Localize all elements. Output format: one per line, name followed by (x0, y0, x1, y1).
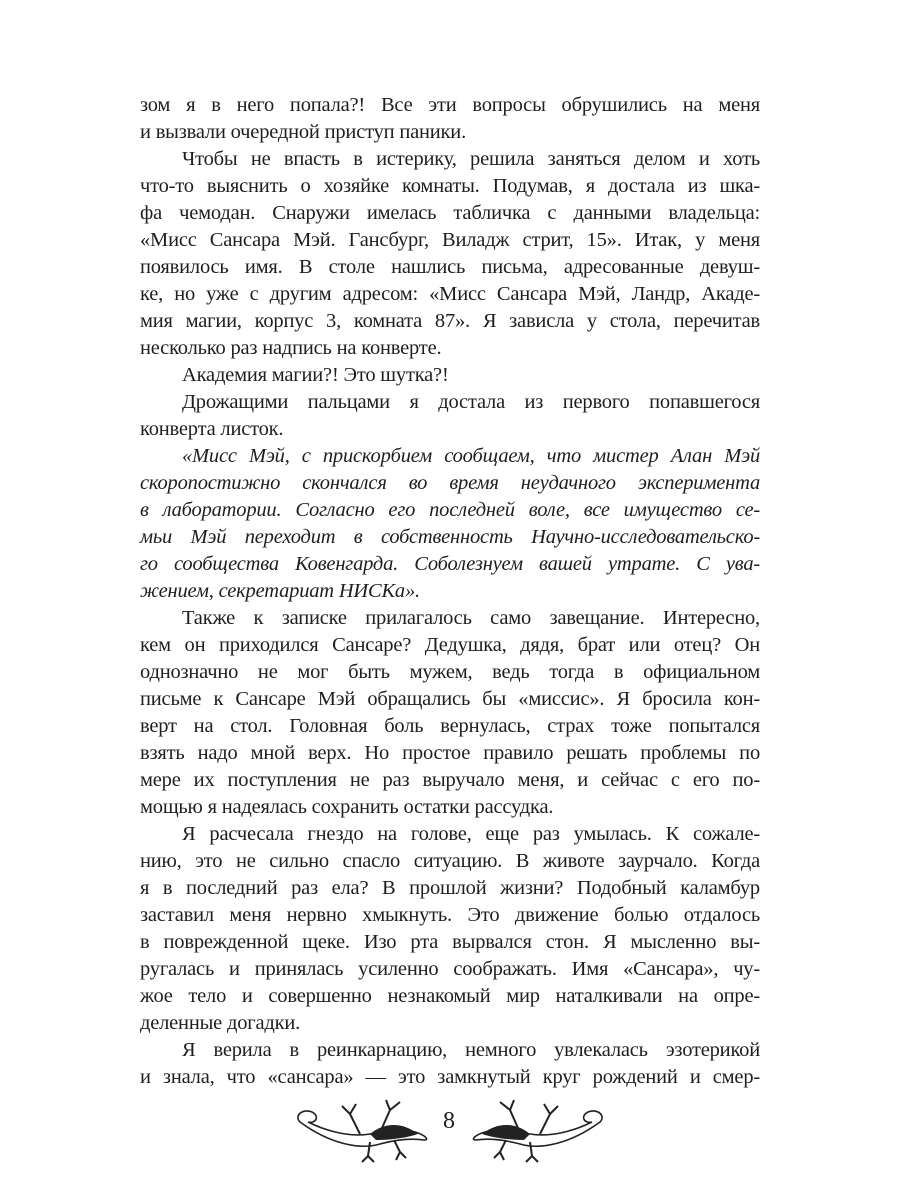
page-number: 8 (443, 1108, 455, 1134)
text-line: зом я в него попала?! Все эти вопросы обрушились на меня (140, 94, 760, 116)
quoted-letter-line: жением, секретариат НИСКа». (140, 580, 420, 602)
quoted-letter-line: го сообщества Ковенгарда. Соболезнуем вашей утрате. С ува- (140, 553, 760, 575)
text-line: и вызвали очередной приступ паники. (140, 121, 467, 143)
text-line: фа чемодан. Снаружи имелась табличка с данными владельца: (140, 202, 760, 224)
text-line: заставил меня нервно хмыкнуть. Это движение болью отдалось (140, 904, 760, 926)
text-line: что-то выяснить о хозяйке комнаты. Подумав, я достала из шка- (140, 175, 760, 197)
text-line: конверта листок. (140, 418, 284, 440)
text-line: мощью я надеялась сохранить остатки рассудка. (140, 796, 554, 818)
text-line: Чтобы не впасть в истерику, решила заняться делом и хоть (182, 148, 760, 170)
quoted-letter-line: в лаборатории. Согласно его последней воле, все имущество се- (140, 499, 760, 521)
text-line: Академия магии?! Это шутка?! (182, 364, 449, 386)
text-line: появилось имя. В столе нашлись письма, адресованные девуш- (140, 256, 760, 278)
lizard-ornament-right-icon (470, 1094, 610, 1164)
text-line: Я расчесала гнездо на голове, еще раз умылась. К сожале- (182, 823, 760, 845)
text-line: однозначно не мог быть мужем, ведь тогда в официальном (140, 661, 760, 683)
text-line: «Мисс Сансара Мэй. Гансбург, Виладж стрит, 15». Итак, у меня (140, 229, 760, 251)
text-line: Дрожащими пальцами я достала из первого попавшегося (182, 391, 760, 413)
text-line: деленные догадки. (140, 1012, 301, 1034)
quoted-letter-line: мьи Мэй переходит в собственность Научно-исследовательско- (140, 526, 760, 548)
text-line: кем он приходился Сансаре? Дедушка, дядя, брат или отец? Он (140, 634, 760, 656)
text-line: и знала, что «сансара» — это замкнутый круг рождений и смер- (140, 1066, 760, 1088)
text-line: Также к записке прилагалось само завещание. Интересно, (182, 607, 760, 629)
text-line: мия магии, корпус 3, комната 87». Я зависла у стола, перечитав (140, 310, 760, 332)
quoted-letter-line: скоропостижно скончался во время неудачного эксперимента (140, 472, 760, 494)
text-line: письме к Сансаре Мэй обращались бы «миссис». Я бросила кон- (140, 688, 760, 710)
text-line: взять надо мной верх. Но простое правило решать проблемы по (140, 742, 760, 764)
text-line: несколько раз надпись на конверте. (140, 337, 442, 359)
quoted-letter-line: «Мисс Мэй, с прискорбием сообщаем, что мистер Алан Мэй (182, 445, 760, 467)
text-line: Я верила в реинкарнацию, немного увлекалась эзотерикой (182, 1039, 760, 1061)
text-line: я в последний раз ела? В прошлой жизни? Подобный каламбур (140, 877, 760, 899)
text-line: ругалась и принялась усиленно соображать. Имя «Сансара», чу- (140, 958, 760, 980)
lizard-ornament-left-icon (290, 1094, 430, 1164)
text-line: ке, но уже с другим адресом: «Мисс Сансара Мэй, Ландр, Акаде- (140, 283, 760, 305)
body-text (140, 92, 760, 1091)
text-line: жое тело и совершенно незнакомый мир наталкивали на опре- (140, 985, 760, 1007)
text-line: верт на стол. Головная боль вернулась, страх тоже попытался (140, 715, 760, 737)
text-line: мере их поступления не раз выручало меня, и сейчас с его по- (140, 769, 760, 791)
text-line: нию, это не сильно спасло ситуацию. В животе заурчало. Когда (140, 850, 760, 872)
text-line: в поврежденной щеке. Изо рта вырвался стон. Я мысленно вы- (140, 931, 760, 953)
